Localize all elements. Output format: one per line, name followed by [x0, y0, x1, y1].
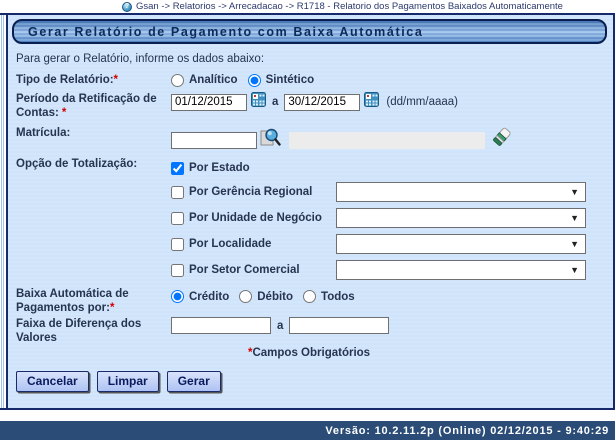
- row-periodo: [8, 92, 613, 122]
- faixa-valores-label: Faixa de Diferença dos Valores: [16, 318, 142, 344]
- totalizacao-row-unidade: [171, 205, 586, 231]
- por-setor-comercial-checkbox[interactable]: [171, 264, 184, 277]
- cancel-button[interactable]: Cancelar: [16, 371, 89, 392]
- debito-radio[interactable]: [239, 290, 252, 303]
- faixa-inicio-input[interactable]: [171, 317, 271, 334]
- periodo-inicio-input[interactable]: [171, 94, 247, 111]
- calendar-icon[interactable]: [251, 92, 266, 112]
- localidade-select[interactable]: [336, 234, 586, 254]
- eraser-icon[interactable]: [491, 126, 512, 154]
- sintetico-radio[interactable]: [248, 74, 261, 87]
- setor-comercial-select[interactable]: [336, 260, 586, 280]
- periodo-label: Período da Retificação de Contas: *: [16, 93, 157, 119]
- page-title: Gerar Relatório de Pagamento com Baixa Automática: [12, 19, 607, 44]
- matricula-label: Matrícula:: [16, 127, 71, 139]
- footer-gap: [0, 410, 615, 421]
- gerencia-regional-select[interactable]: [336, 182, 586, 202]
- row-totalizacao: [8, 157, 613, 283]
- intro-text: Para gerar o Relatório, informe os dados abaixo:: [16, 53, 265, 65]
- radio-todos[interactable]: Todos: [303, 290, 355, 303]
- por-gerencia-regional-label: Por Gerência Regional: [189, 186, 313, 198]
- dropdown-arrow-icon: ▼: [570, 186, 579, 197]
- row-matricula: [8, 126, 613, 154]
- totalizacao-row-gerencia: [171, 179, 586, 205]
- periodo-fim-input[interactable]: [284, 94, 360, 111]
- todos-radio[interactable]: [303, 290, 316, 303]
- version-text: Versão: 10.2.11.2p (Online) 02/12/2015 - 9:40:29: [325, 424, 609, 437]
- dropdown-arrow-icon: ▼: [570, 212, 579, 223]
- search-icon[interactable]: [259, 127, 281, 153]
- row-tipo-relatorio: [8, 71, 613, 89]
- breadcrumb-bar: [0, 0, 615, 13]
- totalizacao-label: Opção de Totalização:: [16, 158, 138, 170]
- por-gerencia-regional-checkbox[interactable]: [171, 186, 184, 199]
- matricula-descricao-field: [289, 132, 485, 149]
- matricula-input[interactable]: [171, 132, 257, 149]
- por-setor-comercial-label: Por Setor Comercial: [189, 264, 300, 276]
- por-localidade-checkbox[interactable]: [171, 238, 184, 251]
- baixa-automatica-label: Baixa Automática de Pagamentos por:*: [16, 288, 129, 314]
- clear-button[interactable]: Limpar: [97, 371, 159, 392]
- unidade-negocio-select[interactable]: [336, 208, 586, 228]
- dropdown-arrow-icon: ▼: [570, 238, 579, 249]
- por-unidade-negocio-checkbox[interactable]: [171, 212, 184, 225]
- por-estado-label: Por Estado: [189, 162, 250, 174]
- row-baixa-automatica: [8, 287, 613, 315]
- dropdown-arrow-icon: ▼: [570, 264, 579, 275]
- generate-button[interactable]: Gerar: [167, 371, 221, 392]
- row-faixa-valores: [8, 317, 613, 345]
- radio-sintetico[interactable]: Sintético: [248, 74, 315, 87]
- tipo-relatorio-label: Tipo de Relatório:*: [16, 74, 119, 86]
- version-bar: [0, 421, 615, 440]
- form-panel: [0, 13, 615, 410]
- totalizacao-row-setor: [171, 257, 586, 283]
- radio-analitico[interactable]: Analítico: [171, 74, 238, 87]
- breadcrumb: Gsan -> Relatorios -> Arrecadacao -> R1718 - Relatorio dos Pagamentos Baixados Automaticamente: [136, 1, 563, 12]
- faixa-separator: a: [277, 319, 284, 332]
- radio-credito[interactable]: Crédito: [171, 290, 229, 303]
- credito-radio[interactable]: [171, 290, 184, 303]
- totalizacao-row-localidade: [171, 231, 586, 257]
- totalizacao-row-estado: [171, 157, 336, 179]
- periodo-separator: a: [272, 96, 279, 108]
- date-format-hint: (dd/mm/aaaa): [386, 96, 458, 108]
- radio-debito[interactable]: Débito: [239, 290, 293, 303]
- por-unidade-negocio-label: Por Unidade de Negócio: [189, 212, 322, 224]
- por-localidade-label: Por Localidade: [189, 238, 272, 250]
- help-icon[interactable]: ?: [122, 2, 132, 12]
- required-fields-note: *Campos Obrigatórios: [248, 347, 371, 359]
- faixa-fim-input[interactable]: [289, 317, 389, 334]
- analitico-radio[interactable]: [171, 74, 184, 87]
- por-estado-checkbox[interactable]: [171, 162, 184, 175]
- buttons-row: [8, 371, 613, 392]
- calendar-icon[interactable]: [364, 92, 379, 112]
